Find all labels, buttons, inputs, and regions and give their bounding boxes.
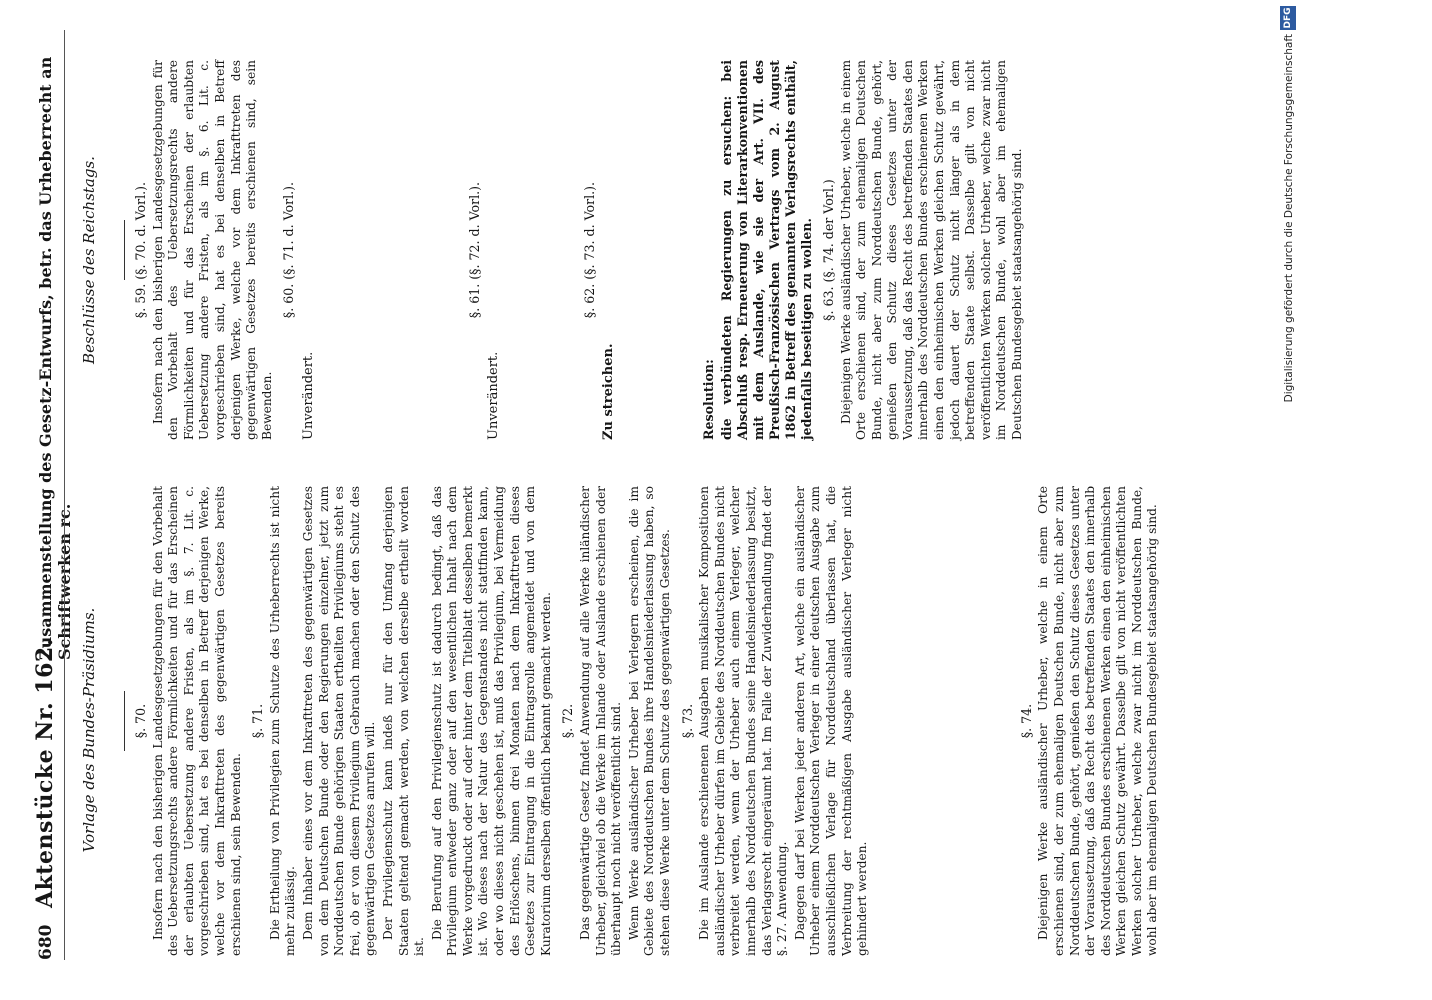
section-63-heading: §. 63. (§. 74. der Vorl.) [820,179,836,321]
section-71-paragraph-1: Die Ertheilung von Privilegien zum Schutze des Urheberrechts ist nicht mehr zulässig. [267,486,298,956]
resolution-text: die verbündeten Regierungen zu ersuchen: bei Abschluß resp. Erneuerung von Literarkonventionen mit dem Auslande, wie sie der Art. VII. des Preußisch-Französischen Vertrags vom 2. August 1862 in Betreff des genannten Verlagsrechts enthält, jedenfalls beseitigen zu wollen. [718,60,814,440]
header-rule [64,30,65,960]
section-73-heading: §. 73. [679,703,695,739]
left-column-heading: Vorlage des Bundes-Präsidiums. [80,607,98,853]
section-60-heading: §. 60. (§. 71. d. Vorl.). [281,181,297,319]
section-72-paragraph-1: Das gegenwärtige Gesetz findet Anwendung auf alle Werke inländischer Urheber, gleichviel ob die Werke im Inlande oder Auslande erschienen oder überhaupt noch nicht veröffentlicht sind. [578,486,624,956]
section-61-heading: §. 61. (§. 72. d. Vorl.). [466,181,482,319]
section-59-text: Insofern nach den bisherigen Landesgesetzgebungen für den Vorbehalt des Uebersetzungsrechts andere Förmlichkeiten und für das Erscheinen der erlaubten Uebersetzung andere Fristen, als im §. 6. Lit. c. vorgeschrieben sind, hat es bei denselben in Betreff derjenigen Werke, welche vor dem Inkrafttreten des gegenwärtigen Gesetzes bereits erschienen sind, sein Bewenden. [150,60,274,440]
resolution-block [701,60,815,440]
section-74-paragraph-1: Diejenigen Werke ausländischer Urheber, welche in einem Orte erschienen sind, der zum ehemaligen Deutschen Bunde, nicht aber zum Norddeutschen Bunde, gehört, genießen den Schutz dieses Gesetzes unter der Voraussetzung, daß das Recht des betreffenden Staates den innerhalb des Norddeutschen Bundes erschienenen Werken einen den einheimischen Werken gleichen Schutz gewährt. Dasselbe gilt von nicht veröffentlichten Werken solcher Urheber, welche zwar nicht im Norddeutschen Bunde, wohl aber im ehemaligen Deutschen Bundesgebiet staatsangehörig sind. [1036,486,1160,956]
credit-text: Digitalisierung gefördert durch die Deutsche Forschungsgemeinschaft [1283,34,1295,403]
right-column-heading: Beschlüsse des Reichstags. [80,156,98,364]
section-71-paragraph-4: Die Berufung auf den Privilegienschutz ist dadurch bedingt, daß das Privilegium entweder ganz oder auf den wesentlichen Inhalt nach dem Werke vorgedruckt oder auf oder hinter dem Titelblatt desselben bemerkt ist. Wo dieses nach der Natur des Gegenstandes nicht stattfinden kann, oder wo dieses nicht geschehen ist, muß das Privilegium, bei Vermeidung des Erlöschens, binnen drei Monaten nach dem Inkrafttreten dieses Gesetzes zur Eintragung in die Eintragsrolle angemeldet und von dem Kuratorium derselben öffentlich bekannt gemacht werden. [429,486,553,956]
section-63-text: Diejenigen Werke ausländischer Urheber, welche in einem Orte erschienen sind, der zum ehemaligen Deutschen Bunde, nicht aber zum Norddeutschen Bunde, gehört, genießen den Schutz dieses Gesetzes unter der Voraussetzung, daß das Recht des betreffenden Staates den innerhalb des Norddeutschen Bundes erschienenen Werken einen den einheimischen Werken gleichen Schutz gewährt, jedoch dauert der Schutz nicht länger als in dem betreffenden Staate selbst. Dasselbe gilt von nicht veröffentlichten Werken solcher Urheber, welche zwar nicht im Norddeutschen Bunde, wohl aber im ehemaligen Deutschen Bundesgebiet staatsangehörig sind. [838,60,1025,440]
section-59-heading: §. 59. (§. 70. d. Vorl.). [133,181,148,319]
section-72-heading: §. 72. [560,703,576,739]
section-61-text: Unverändert. [486,351,502,440]
section-73-paragraph-1: Die im Auslande erschienenen Ausgaben musikalischer Kompositionen ausländischer Urheber dürfen im Gebiete des Norddeutschen Bundes nicht verbreitet werden, wenn der Urheber auch einem Verleger, welcher innerhalb des Norddeutschen Bundes seine Handelsniederlassung besitzt, das Verlagsrecht eingeräumt hat. Im Falle der Zuwiderhandlung findet der §. 27. Anwendung. [697,486,790,956]
left-column [120,486,1163,956]
resolution-label: Resolution: [700,359,716,440]
divider [124,691,125,751]
section-71-paragraph-2: Dem Inhaber eines vor dem Inkrafttreten des gegenwärtigen Gesetzes von dem Deutschen Bunde oder den Regierungen einzelner, jetzt zum Norddeutschen Bunde gehörigen Staaten ertheilten Privilegiums steht es frei, ob er von diesem Privilegium Gebrauch machen oder den Schutz des gegenwärtigen Gesetzes anrufen will. [300,486,378,956]
divider [124,220,125,280]
section-74-heading: §. 74. [1018,703,1034,739]
page-header [30,40,74,960]
section-70-heading: §. 70. [133,703,148,739]
section-70-text: Insofern nach den bisherigen Landesgesetzgebungen für den Vorbehalt des Uebersetzungsrechts andere Förmlichkeiten und für das Erscheinen der erlaubten Uebersetzung andere Fristen, als im §. 7. Lit. c. vorgeschrieben sind, hat es bei denselben in Betreff derjenigen Werke, welche vor dem Inkrafttreten des gegenwärtigen Gesetzes bereits erschienen sind, sein Bewenden. [150,486,243,956]
page-number: 680 [36,924,56,960]
right-column [120,60,1028,440]
section-73-paragraph-2: Dagegen darf bei Werken jeder anderen Art, welche ein ausländischer Urheber einem Norddeutschen Verleger in einer deutschen Ausgabe zum ausschließlichen Verlage für Norddeutschland überlassen hat, die Verbreitung der rechtmäßigen Ausgabe ausländischer Verleger nicht gehindert werden. [792,486,870,956]
document-title: Zusammenstellung des Gesetz-Entwurfs, betr. das Urheberrecht an Schriftwerken rc. [36,56,74,660]
section-71-heading: §. 71. [250,703,266,739]
section-71-paragraph-3: Der Privilegienschutz kann indeß nur für den Umfang derjenigen Staaten geltend gemacht werden, von welchen derselbe ertheilt worden ist. [380,486,427,956]
document-number: Aktenstücke Nr. 162. [32,638,58,908]
dfg-logo: DFG [1280,6,1296,30]
section-62-heading: §. 62. (§. 73. d. Vorl.). [581,181,597,319]
digitization-credit [1278,0,1302,1000]
section-72-paragraph-2: Wenn Werke ausländischer Urheber bei Verlegern erscheinen, die im Gebiete des Norddeutschen Bundes ihre Handelsniederlassung haben, so stehen diese Werke unter dem Schutze des gegenwärtigen Gesetzes. [626,486,672,956]
section-62-text: Zu streichen. [601,343,617,440]
section-60-text: Unverändert. [300,351,316,440]
